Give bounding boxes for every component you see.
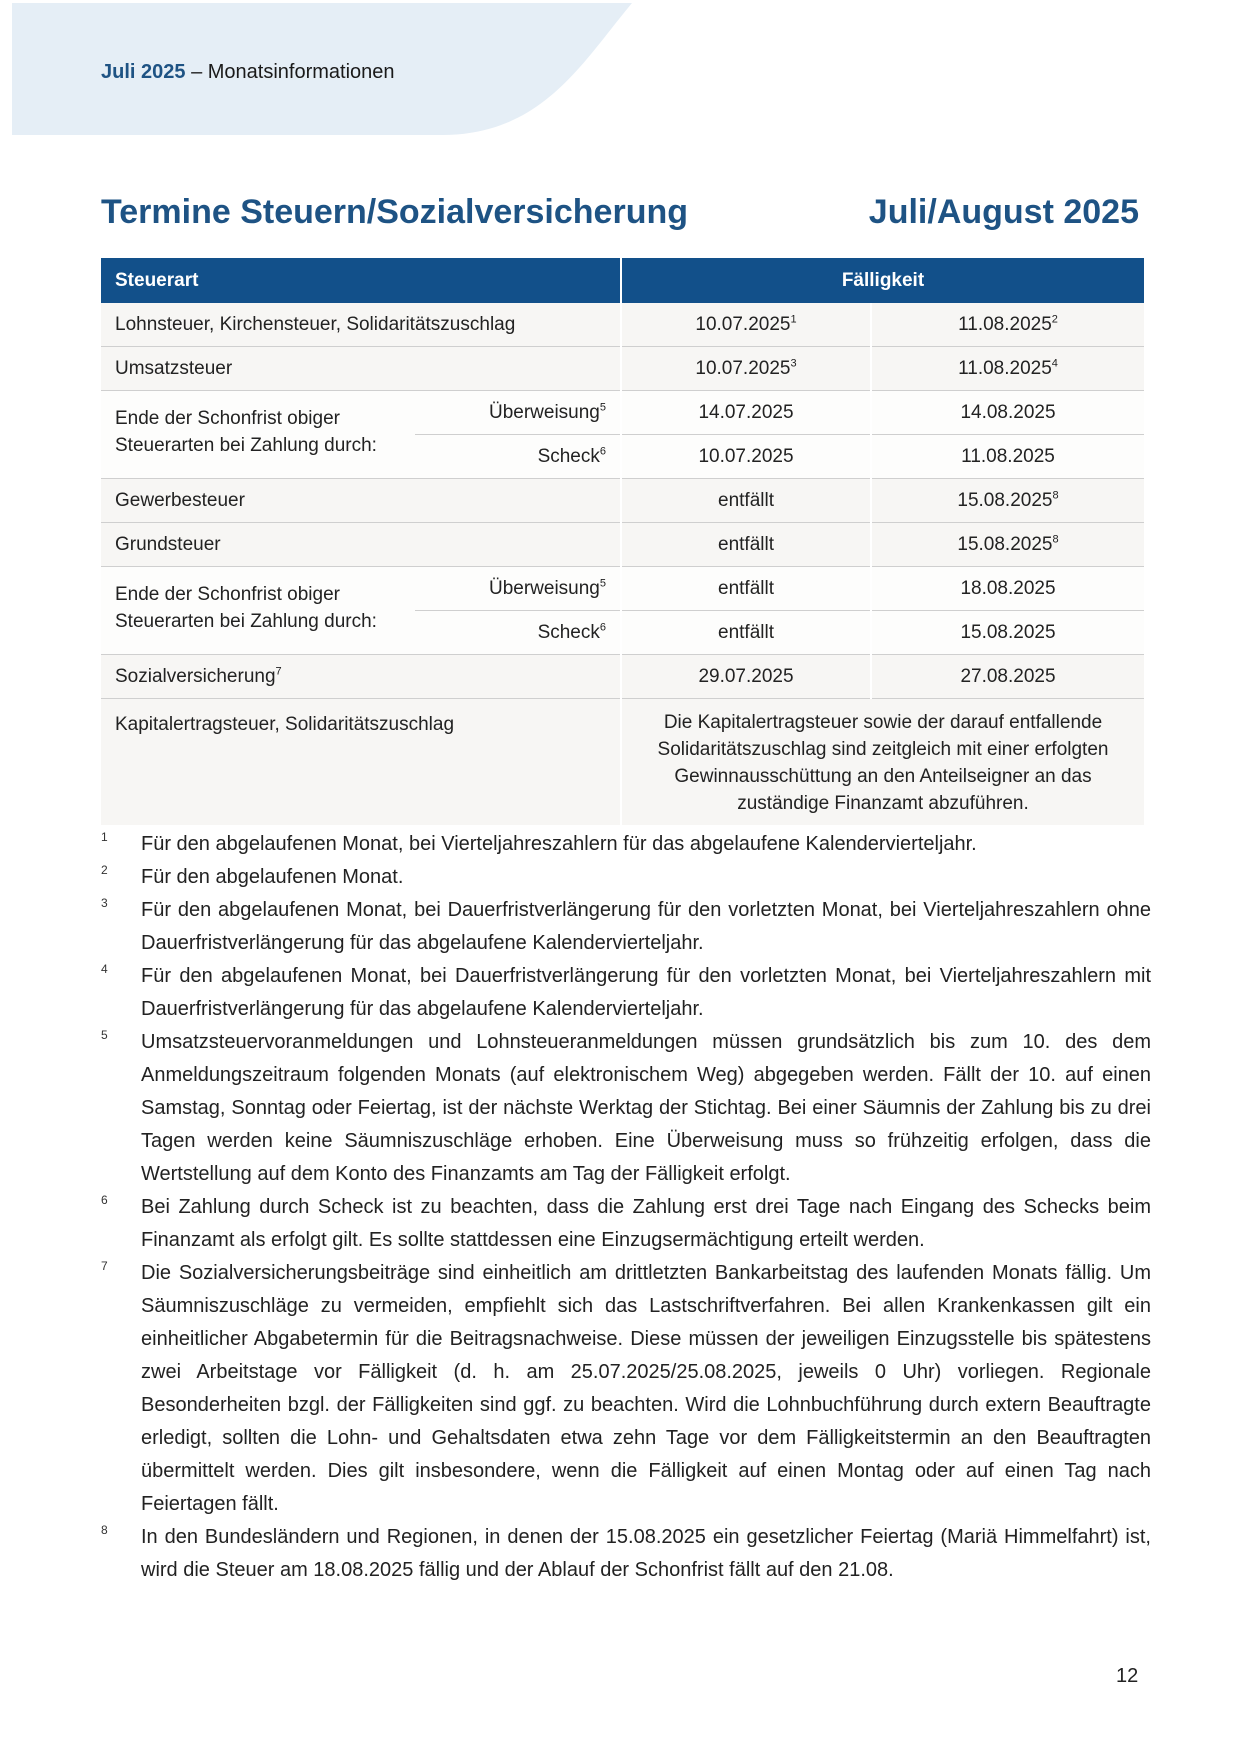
row-name: Lohnsteuer, Kirchensteuer, Solidaritätszuschlag xyxy=(101,303,621,347)
header-month: Juli 2025 xyxy=(101,61,186,83)
date-july: 10.07.2025$^1$ xyxy=(621,303,871,347)
page-period: Juli/August 2025 xyxy=(868,193,1139,231)
header-separator: – xyxy=(185,61,208,83)
kapitalertragsteuer-note: Die Kapitalertragsteuer sowie der darauf entfallende Solidaritätszuschlag sind zeitgleich mit einer erfolgten Gewinnausschüttung an den Anteilseigner an das zuständige Finanzamt abzuführen. xyxy=(621,699,1144,826)
row-name: Ende der Schonfrist obiger Steuerarten bei Zahlung durch: xyxy=(101,391,415,479)
footnote: 4 Für den abgelaufenen Monat, bei Dauerfristverlängerung für den vorletzten Monat, bei Vierteljahreszahlern mit Dauerfristverlängerung für das abgelaufene Kalendervierteljahr. xyxy=(101,962,1151,1020)
row-name: Grundsteuer xyxy=(101,523,621,567)
table-row xyxy=(101,303,1144,347)
footnote: 6 Bei Zahlung durch Scheck ist zu beachten, dass die Zahlung erst drei Tage nach Eingang des Schecks beim Finanzamt als erfolgt gilt. Es sollte stattdessen eine Einzugsermächtigung erteilt werden. xyxy=(101,1193,1151,1251)
row-name: Umsatzsteuer xyxy=(101,347,621,391)
header-section: Monatsinformationen xyxy=(207,61,395,83)
page-title-row xyxy=(101,193,1139,232)
date-august: 15.08.2025 xyxy=(871,611,1144,655)
payment-method: Scheck$^6$ xyxy=(415,435,621,479)
header-steuerart: Steuerart xyxy=(101,258,621,303)
date-august: 18.08.2025 xyxy=(871,567,1144,611)
running-header xyxy=(101,61,395,84)
date-august: 27.08.2025 xyxy=(871,655,1144,699)
date-july: entfällt xyxy=(621,479,871,523)
date-august: 11.08.2025 xyxy=(871,435,1144,479)
page-number: 12 xyxy=(1116,1665,1139,1687)
payment-method: Überweisung$^5$ xyxy=(415,567,621,611)
footnote: 2 Für den abgelaufenen Monat. xyxy=(101,863,404,888)
page-title: Termine Steuern/Sozialversicherung xyxy=(101,193,688,231)
footnote: 7 Die Sozialversicherungsbeiträge sind einheitlich am drittletzten Bankarbeitstag des laufenden Monats fällig. Um Säumniszuschläge zu vermeiden, empfiehlt sich das Lastschriftverfahren. Bei allen Krankenkassen gilt ein einheitlicher Abgabetermin für die Beitragsnachweise. Diese müssen der jeweiligen Einzugsstelle bis spätestens zwei Arbeitstage vor Fälligkeit (d. h. am 25.07.2025/25.08.2025, jeweils 0 Uhr) vorliegen. Regionale Besonderheiten bzgl. der Fälligkeiten sind ggf. zu beachten. Wird die Lohnbuchführung durch extern Beauftragte erledigt, sollten die Lohn- und Gehaltsdaten etwa zehn Tage vor dem Fälligkeitstermin an den Beauftragten übermittelt werden. Dies gilt insbesondere, wenn die Fälligkeit auf einen Montag oder auf einen Tag nach Feiertagen fällt. xyxy=(101,1259,1151,1515)
footnote: 8 In den Bundesländern und Regionen, in denen der 15.08.2025 ein gesetzlicher Feiertag (Mariä Himmelfahrt) ist, wird die Steuer am 18.08.2025 fällig und der Ablauf der Schonfrist fällt auf den 21.08. xyxy=(101,1523,1151,1581)
date-august: 11.08.2025$^2$ xyxy=(871,303,1144,347)
table-row xyxy=(101,655,1144,699)
table-header-row xyxy=(101,258,1144,303)
date-july: entfällt xyxy=(621,611,871,655)
table-row xyxy=(101,391,1144,435)
date-august: 11.08.2025$^4$ xyxy=(871,347,1144,391)
date-august: 15.08.2025$^8$ xyxy=(871,479,1144,523)
payment-method: Scheck$^6$ xyxy=(415,611,621,655)
date-july: entfällt xyxy=(621,567,871,611)
table-row xyxy=(101,479,1144,523)
row-name: Kapitalertragsteuer, Solidaritätszuschlag xyxy=(101,699,621,826)
table-row xyxy=(101,699,1144,826)
table-row xyxy=(101,523,1144,567)
footnote: 5 Umsatzsteuervoranmeldungen und Lohnsteueranmeldungen müssen grundsätzlich bis zum 10. des dem Anmeldungszeitraum folgenden Monats (auf elektronischem Weg) abgegeben werden. Fällt der 10. auf einen Samstag, Sonntag oder Feiertag, ist der nächste Werktag der Stichtag. Bei einer Säumnis der Zahlung bis zu drei Tagen werden keine Säumniszuschläge erhoben. Eine Überweisung muss so frühzeitig erfolgen, dass die Wertstellung auf dem Konto des Finanzamts am Tag der Fälligkeit erfolgt. xyxy=(101,1028,1151,1185)
table-row xyxy=(101,347,1144,391)
date-july: entfällt xyxy=(621,523,871,567)
tax-deadlines-table xyxy=(101,258,1144,825)
date-july: 14.07.2025 xyxy=(621,391,871,435)
date-august: 14.08.2025 xyxy=(871,391,1144,435)
header-faelligkeit: Fälligkeit xyxy=(621,258,1144,303)
row-name: Sozialversicherung$^7$ xyxy=(101,655,621,699)
row-name: Ende der Schonfrist obiger Steuerarten bei Zahlung durch: xyxy=(101,567,415,655)
payment-method: Überweisung$^5$ xyxy=(415,391,621,435)
date-august: 15.08.2025$^8$ xyxy=(871,523,1144,567)
footnotes xyxy=(101,828,1151,1587)
date-july: 29.07.2025 xyxy=(621,655,871,699)
footnote: 3 Für den abgelaufenen Monat, bei Dauerfristverlängerung für den vorletzten Monat, bei Vierteljahreszahlern ohne Dauerfristverlängerung für das abgelaufene Kalendervierteljahr. xyxy=(101,896,1151,954)
date-july: 10.07.2025$^3$ xyxy=(621,347,871,391)
row-name: Gewerbesteuer xyxy=(101,479,621,523)
date-july: 10.07.2025 xyxy=(621,435,871,479)
footnote: 1 Für den abgelaufenen Monat, bei Vierteljahreszahlern für das abgelaufene Kalendervierteljahr. xyxy=(101,830,977,855)
table-row xyxy=(101,567,1144,611)
